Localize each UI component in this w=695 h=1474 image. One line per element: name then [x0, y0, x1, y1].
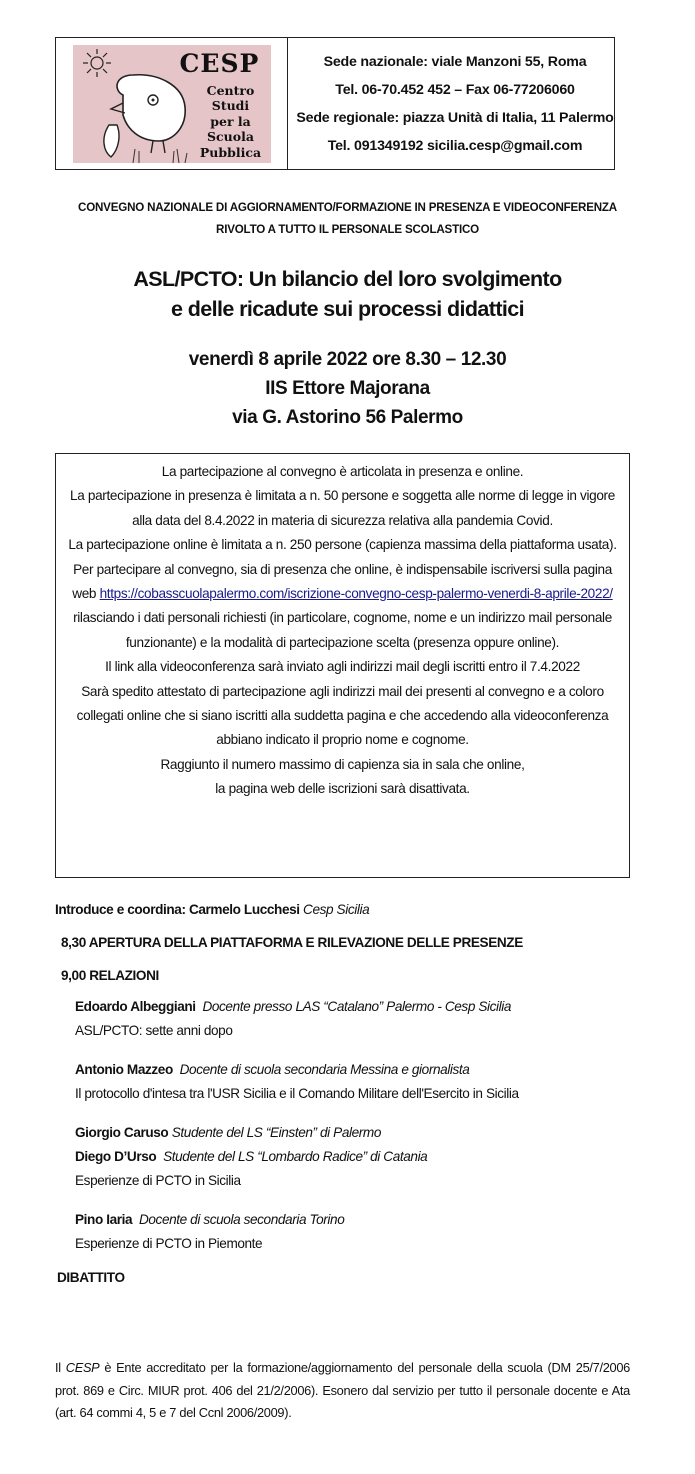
info-paragraph-registration: Per partecipare al convegno, sia di presenza che online, è indispensabile iscriversi sulla pagina web https://cobasscuolapalermo.com/iscrizione-convegno-cesp-palermo-venerdi-8-aprile-2022/ rilasciando i dati personali richiesti (in particolare, cognome, nome e un indirizzo mail personale funzionante) e la modalità di partecipazione scelta (presenza oppure online).: [72, 561, 613, 650]
logo-cell: [56, 38, 288, 169]
event-address: via G. Astorino 56 Palermo: [232, 407, 463, 428]
info-paragraph: Sarà spedito attestato di partecipazione agli indirizzi mail dei presenti al convegno e a coloro collegati online che si siano iscritti alla suddetta pagina e che accedendo alla videoconferenza abbiano indicato il proprio nome e cognome.: [76, 683, 609, 748]
speaker-topic: Il protocollo d'intesa tra l'USR Sicilia e il Comando Militare dell'Esercito in Sicilia: [75, 1086, 519, 1101]
info-paragraph: La partecipazione al convegno è articolata in presenza e online.: [161, 464, 524, 479]
national-phone: Tel. 06-70.452 452 – Fax 06-77206060: [335, 81, 575, 98]
speaker-topic: Esperienze di PCTO in Piemonte: [75, 1236, 263, 1251]
speaker-block: [55, 1208, 655, 1256]
info-paragraph: La partecipazione online è limitata a n. 250 persone (capienza massima della piattaforma usata).: [68, 537, 617, 553]
speaker-line: Giorgio Caruso Studente del LS “Einsten” di Palermo: [75, 1125, 382, 1140]
event-info: [40, 345, 655, 432]
national-address: Sede nazionale: viale Manzoni 55, Roma: [323, 53, 587, 70]
speaker-line: Antonio Mazzeo Docente di scuola secondaria Messina e giornalista: [75, 1062, 470, 1077]
speaker-block: [55, 995, 655, 1043]
speaker-block: [55, 1058, 655, 1106]
info-paragraph: La partecipazione in presenza è limitata a n. 50 persone e soggetta alle norme di legge in vigore alla data del 8.4.2022 in materia di sicurezza relativa alla pandemia Covid.: [70, 488, 615, 528]
accreditation-note: Il CESP è Ente accreditato per la formazione/aggiornamento del personale della scuola (DM 25/7/2006 prot. 869 e Circ. MIUR prot. 406 del 21/2/2006). Esonero dal servizio per tutto il personale docente e Ata (art. 64 commi 4, 5 e 7 del Ccnl 2006/2009).: [55, 1360, 630, 1420]
speaker-block: [55, 1121, 655, 1193]
info-paragraph: Raggiunto il numero massimo di capienza sia in sala che online, la pagina web delle iscrizioni sarà disattivata.: [160, 756, 525, 797]
regional-address: Sede regionale: piazza Unità di Italia, 11 Palermo: [296, 109, 614, 126]
main-title: ASL/PCTO: Un bilancio del loro svolgimento e delle ricadute sui processi didattici: [133, 267, 562, 321]
header-box: [55, 37, 615, 170]
program: [55, 898, 655, 1290]
logo-subtitle: Centro Studi per la Scuola Pubblica: [199, 82, 262, 160]
registration-link[interactable]: https://cobasscuolapalermo.com/iscrizione-convegno-cesp-palermo-venerdi-8-aprile-2022/: [99, 586, 613, 602]
speaker-topic: ASL/PCTO: sette anni dopo: [75, 1023, 233, 1038]
event-venue: IIS Ettore Majorana: [265, 378, 430, 399]
regional-phone-email: Tel. 091349192 sicilia.cesp@gmail.com: [327, 137, 583, 154]
moderator: Introduce e coordina: Carmelo Lucchesi Cesp Sicilia: [55, 902, 370, 917]
event-date-time: venerdì 8 aprile 2022 ore 8.30 – 12.30: [188, 349, 507, 370]
dibattito: DIBATTITO: [57, 1270, 125, 1285]
speaker-line: Pino Iaria Docente di scuola secondaria Torino: [75, 1212, 345, 1227]
info-paragraph: Il link alla videoconferenza sarà inviato agli indirizzi mail degli iscritti entro il 7.4.2022: [105, 659, 580, 675]
program-item-reports: 9,00 RELAZIONI: [61, 968, 159, 983]
speaker-line: Diego D’Urso Studente del LS “Lombardo Radice” di Catania: [75, 1149, 428, 1164]
speaker-topic: Esperienze di PCTO in Sicilia: [75, 1173, 241, 1188]
logo-brand: CESP: [179, 48, 260, 78]
participation-info-box: [55, 453, 630, 878]
contact-info: [288, 38, 614, 169]
program-item-opening: 8,30 APERTURA DELLA PIATTAFORMA E RILEVAZIONE DELLE PRESENZE: [61, 935, 523, 950]
speaker-line: Edoardo Albeggiani Docente presso LAS “Catalano” Palermo - Cesp Sicilia: [75, 999, 512, 1014]
convegno-heading: CONVEGNO NAZIONALE DI AGGIORNAMENTO/FORMAZIONE IN PRESENZA E VIDEOCONFERENZA RIVOLTO A TUTTO IL PERSONALE SCOLASTICO: [78, 201, 617, 236]
cesp-logo: [73, 45, 271, 163]
